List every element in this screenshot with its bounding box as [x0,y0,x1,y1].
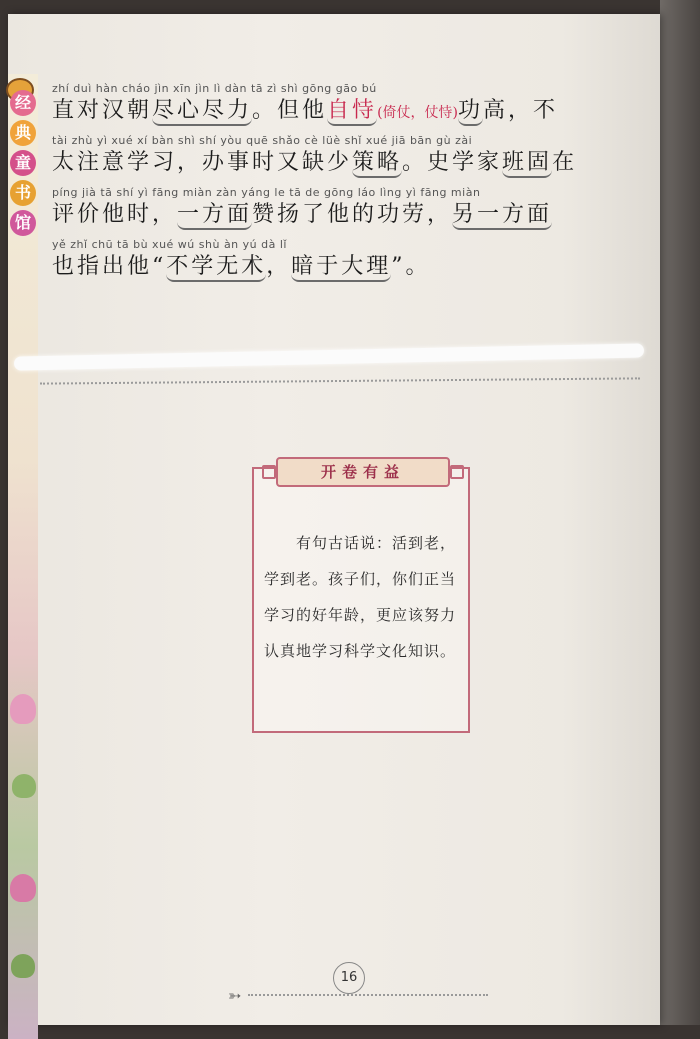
underlined-phrase: 策略 [352,150,402,178]
hanzi-line [52,252,652,282]
text-segment: 。史学家 [402,150,503,175]
tip-box-title [276,457,450,487]
underlined-phrase: 不学无术 [166,254,266,282]
arrow-ornament-icon: ➳ [228,986,242,1005]
pinyin-line: yě zhǐ chū tā bù xué wú shù àn yú dà lǐ [52,238,287,251]
corner-ornament-icon [454,717,470,733]
text-segment: ， [266,254,292,279]
story-text [52,82,652,290]
text-segment: ”。 [391,254,431,279]
pinyin-line: zhí duì hàn cháo jìn xīn jìn lì dàn tā zì shì gōng gāo bú [52,82,377,95]
knot-ornament-icon [450,465,464,479]
lotus-leaf-icon [12,774,36,798]
series-title-char: 经 [10,90,36,116]
footer-divider [248,994,488,996]
book-edge [660,0,700,1025]
text-segment: 高，不 [483,98,559,123]
underlined-phrase: 另一方面 [452,202,552,230]
text-segment: 在 [552,150,578,175]
hanzi-line [52,148,652,178]
series-title-char: 馆 [10,210,36,236]
lotus-leaf-icon [11,954,35,978]
underlined-phrase: 班固 [502,150,552,178]
text-segment: 评价他时， [52,202,178,227]
text-segment: (倚仗，仗恃) [377,105,458,121]
underlined-phrase: 尽心尽力 [152,98,252,126]
corner-ornament-icon [252,717,268,733]
page-number: 16 [333,962,365,994]
text-segment: 太注意学习，办事时又缺少 [52,150,353,175]
text-line [52,134,652,186]
tip-box [252,463,470,733]
series-title [10,90,40,240]
text-segment: 也指出他“ [52,254,167,279]
pinyin-line: tài zhù yì xué xí bàn shì shí yòu quē shǎo cè lüè shǐ xué jiā bān gù zài [52,134,473,147]
series-title-char: 典 [10,120,36,146]
lotus-flower-icon [10,694,36,724]
underlined-phrase: 一方面 [177,202,252,230]
underlined-phrase: 功 [458,98,483,126]
tip-box-title-text: 开卷有益 [320,463,405,481]
underlined-phrase: 暗于大理 [291,254,391,282]
text-segment: 赞扬了他的功劳， [252,202,453,227]
text-line [52,238,652,290]
underlined-phrase: 自恃 [327,98,377,126]
hanzi-line [52,200,652,230]
text-segment: 直对汉朝 [52,98,153,123]
pinyin-line: píng jià tā shí yì fāng miàn zàn yáng le tā de gōng láo lìng yì fāng miàn [52,186,481,199]
hanzi-line [52,96,652,126]
series-title-char: 童 [10,150,36,176]
knot-ornament-icon [262,465,276,479]
text-line [52,82,652,134]
series-title-char: 书 [10,180,36,206]
lotus-flower-icon [10,874,36,902]
tip-box-body: 有句古话说：活到老，学到老。孩子们，你们正当学习的好年龄，更应该努力认真地学习科学文化知识。 [264,534,457,660]
text-line [52,186,652,238]
text-segment: 。但他 [252,98,328,123]
